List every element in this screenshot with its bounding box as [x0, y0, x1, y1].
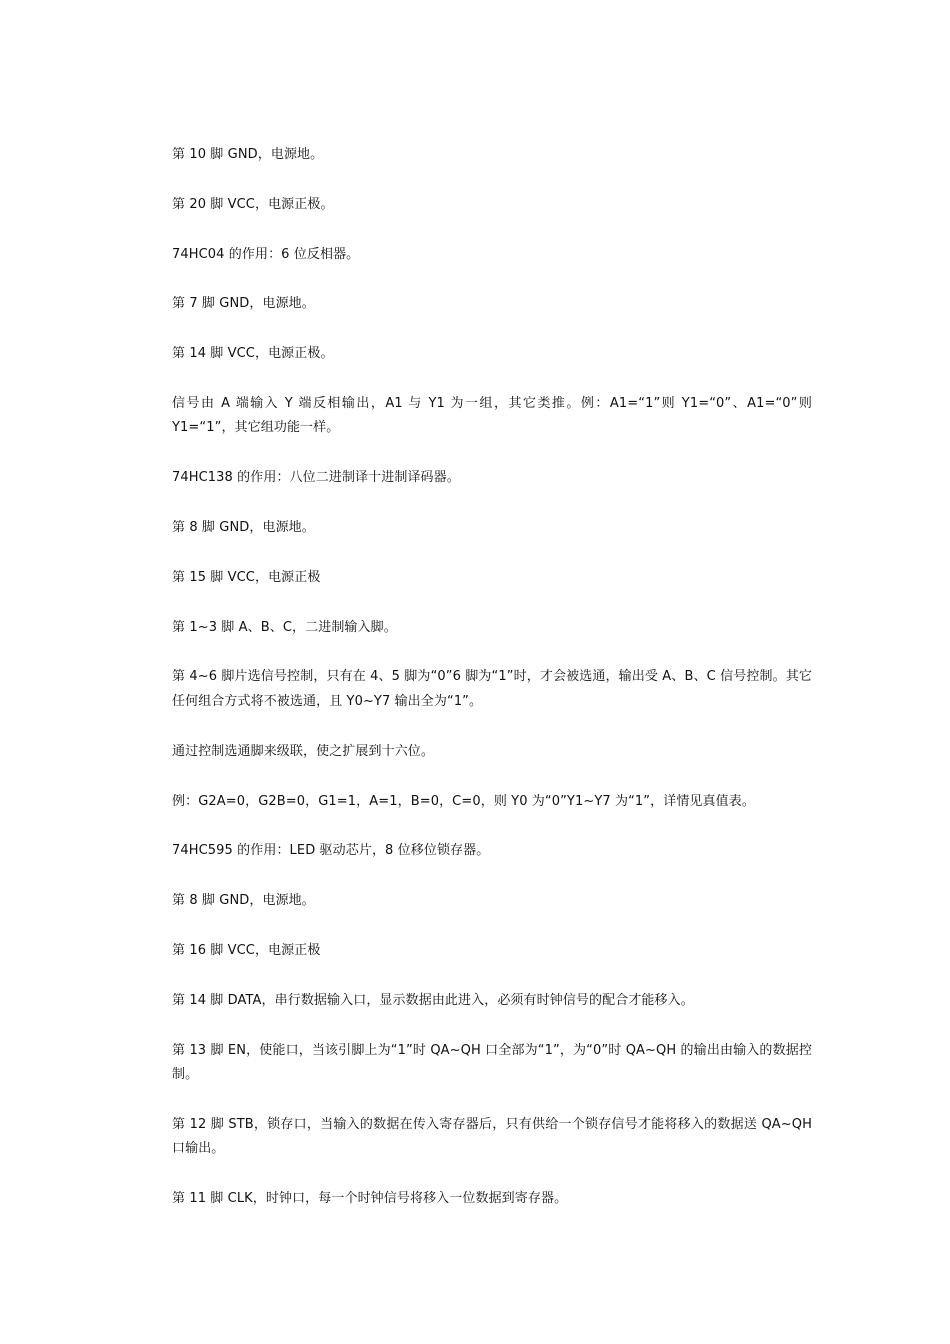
paragraph-pin10-gnd: 第 10 脚 GND，电源地。 — [172, 147, 324, 162]
document-body — [172, 143, 812, 1237]
paragraph-pin4-6-select: 第 4~6 脚片选信号控制，只有在 4、5 脚为“0”6 脚为“1”时，才会被选通，输出受 A、B、C 信号控制。其它任何组合方式将不被选通，且 Y0~Y7 输出全为“1”。 — [172, 669, 812, 709]
paragraph-595-pin11-clk: 第 11 脚 CLK，时钟口，每一个时钟信号将移入一位数据到寄存器。 — [172, 1191, 568, 1207]
paragraph-595-pin12-stb: 第 12 脚 STB，锁存口，当输入的数据在传入寄存器后，只有供给一个锁存信号才能将移入的数据送 QA~QH 口输出。 — [172, 1116, 812, 1157]
heading-74hc595: 74HC595 的作用：LED 驱动芯片，8 位移位锁存器。 — [172, 843, 490, 859]
heading-74hc138: 74HC138 的作用：八位二进制译十进制译码器。 — [172, 470, 460, 486]
paragraph-595-pin13-en: 第 13 脚 EN，使能口，当该引脚上为“1”时 QA~QH 口全部为“1”，为“0”时 QA~QH 的输出由输入的数据控制。 — [172, 1042, 812, 1083]
paragraph-pin15-vcc: 第 15 脚 VCC，电源正极 — [172, 569, 321, 585]
paragraph-inverter-description: 信号由 A 端输入 Y 端反相输出，A1 与 Y1 为一组，其它类推。例：A1=“1”则 Y1=“0”、A1=“0”则 Y1=“1”，其它组功能一样。 — [172, 395, 812, 436]
paragraph-pin14-vcc: 第 14 脚 VCC，电源正极。 — [172, 346, 334, 362]
paragraph-cascade: 通过控制选通脚来级联，使之扩展到十六位。 — [172, 743, 435, 759]
paragraph-pin8-gnd: 第 8 脚 GND，电源地。 — [172, 520, 315, 536]
heading-74hc04: 74HC04 的作用：6 位反相器。 — [172, 246, 360, 262]
paragraph-595-pin16-vcc: 第 16 脚 VCC，电源正极 — [172, 942, 321, 958]
paragraph-decoder-example: 例：G2A=0，G2B=0，G1=1，A=1，B=0，C=0，则 Y0 为“0”Y1~Y7 为“1”，详情见真值表。 — [172, 793, 755, 809]
paragraph-pin1-3-inputs: 第 1~3 脚 A、B、C，二进制输入脚。 — [172, 619, 397, 635]
paragraph-595-pin14-data: 第 14 脚 DATA，串行数据输入口，显示数据由此进入，必须有时钟信号的配合才能移入。 — [172, 992, 694, 1008]
paragraph-pin7-gnd: 第 7 脚 GND，电源地。 — [172, 296, 315, 312]
paragraph-595-pin8-gnd: 第 8 脚 GND，电源地。 — [172, 893, 315, 909]
paragraph-pin20-vcc: 第 20 脚 VCC，电源正极。 — [172, 196, 334, 212]
